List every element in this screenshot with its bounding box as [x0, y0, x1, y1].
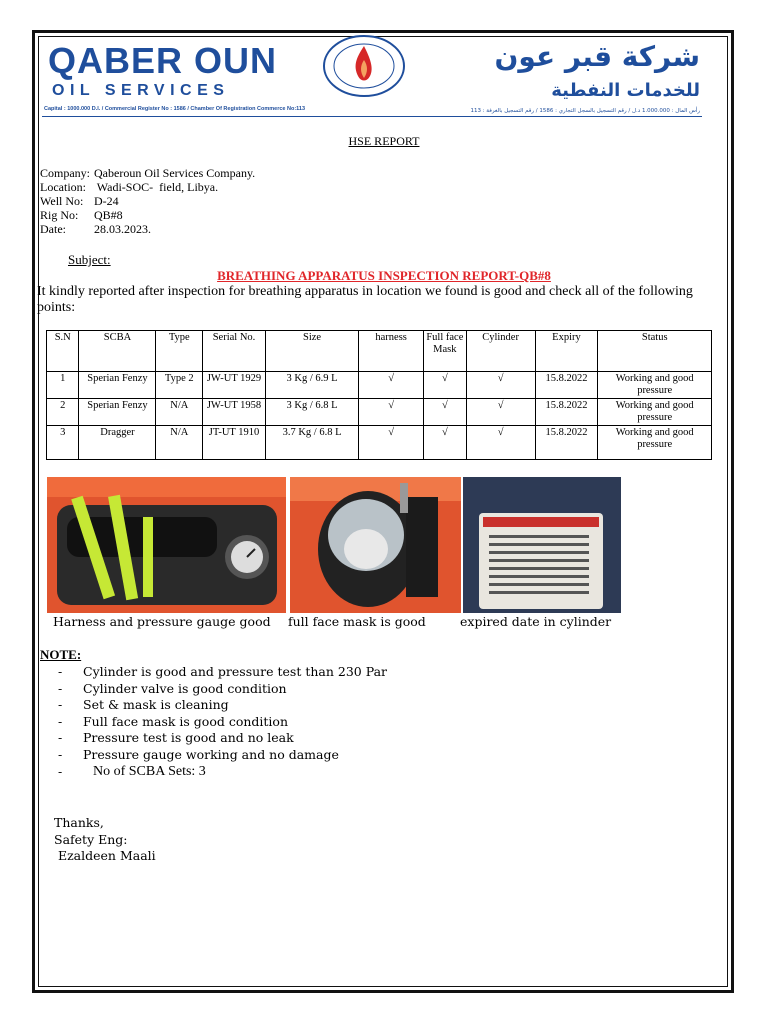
- harness-photo: [47, 477, 286, 613]
- header-scba: SCBA: [79, 331, 156, 372]
- header-expiry: Expiry: [535, 331, 598, 372]
- list-item: - Set & mask is cleaning: [58, 697, 229, 713]
- header-face-mask: Full face Mask: [424, 331, 467, 372]
- intro-paragraph: It kindly reported after inspection for breathing apparatus in location we found is good and check all of the following points:: [37, 284, 693, 315]
- photo-caption-mask: full face mask is good: [288, 614, 426, 629]
- table-row: 2 Sperian Fenzy N/A JW-UT 1958 3 Kg / 6.8 L √ √ √ 15.8.2022 Working and good pressure: [47, 399, 712, 426]
- report-info: [40, 166, 255, 236]
- list-item: - Full face mask is good condition: [58, 713, 288, 729]
- info-row-company: Company: Qaberoun Oil Services Company.: [40, 166, 256, 180]
- list-item: - No of SCBA Sets: 3: [58, 763, 206, 779]
- cylinder-label-photo: [463, 477, 621, 613]
- list-item: - Cylinder valve is good condition: [58, 680, 287, 696]
- list-item: - Pressure test is good and no leak: [58, 730, 294, 746]
- company-name-en: QABER OUN: [48, 40, 278, 81]
- signature-name: Ezaldeen Maali: [54, 848, 156, 864]
- table-row: 3 Dragger N/A JT-UT 1910 3.7 Kg / 6.8 L √ √ √ 15.8.2022 Working and good pressure: [47, 426, 712, 460]
- photo-caption-cylinder: expired date in cylinder: [460, 614, 612, 629]
- inspection-title: BREATHING APPARATUS INSPECTION REPORT-QB#8: [217, 268, 551, 283]
- table-row: 1 Sperian Fenzy Type 2 JW-UT 1929 3 Kg / 6.9 L √ √ √ 15.8.2022 Working and good pressure: [47, 372, 712, 399]
- header-cylinder: Cylinder: [466, 331, 535, 372]
- signature-block: [54, 815, 156, 865]
- info-row-rig: Rig No: QB#8: [40, 208, 123, 222]
- info-row-date: Date: 28.03.2023.: [40, 222, 151, 236]
- notes-list: [58, 664, 387, 780]
- header-size: Size: [265, 331, 358, 372]
- inspection-table: [46, 330, 712, 460]
- company-subtitle-ar: للخدمات النفطية: [551, 80, 700, 101]
- registration-info-ar: رأس المال : 1.000.000 د.ل / رقم التسجيل بالسجل التجاري : 1586 / رقم التسجيل بالغرفة : 113: [470, 108, 700, 114]
- note-title: NOTE:: [40, 647, 82, 662]
- list-item: - Pressure gauge working and no damage: [58, 746, 339, 762]
- signature-role: Safety Eng:: [54, 831, 128, 847]
- list-item: - Cylinder is good and pressure test than 230 Par: [58, 664, 388, 679]
- info-row-well: Well No: D-24: [40, 194, 119, 208]
- header-sn: S.N: [47, 331, 79, 372]
- header-serial: Serial No.: [203, 331, 266, 372]
- report-title: HSE REPORT: [348, 134, 420, 148]
- registration-info-en: Capital : 1000.000 D.l. / Commercial Register No : 1586 / Chamber Of Registration Commerce No:113: [44, 106, 306, 112]
- info-row-location: Location: Wadi-SOC- field, Libya.: [40, 180, 219, 194]
- face-mask-photo: [290, 477, 461, 613]
- table-header-row: [47, 331, 712, 372]
- subject-label: Subject:: [68, 252, 111, 267]
- flame-seal-logo-icon: [322, 34, 406, 98]
- letterhead-divider: [42, 116, 702, 117]
- company-name-ar: شركة قبر عون: [494, 40, 700, 73]
- header-type: Type: [156, 331, 203, 372]
- company-subtitle-en: OIL SERVICES: [52, 82, 230, 99]
- signature-thanks: Thanks,: [54, 815, 104, 830]
- header-harness: harness: [359, 331, 424, 372]
- photo-caption-harness: Harness and pressure gauge good: [53, 614, 271, 629]
- header-status: Status: [598, 331, 712, 372]
